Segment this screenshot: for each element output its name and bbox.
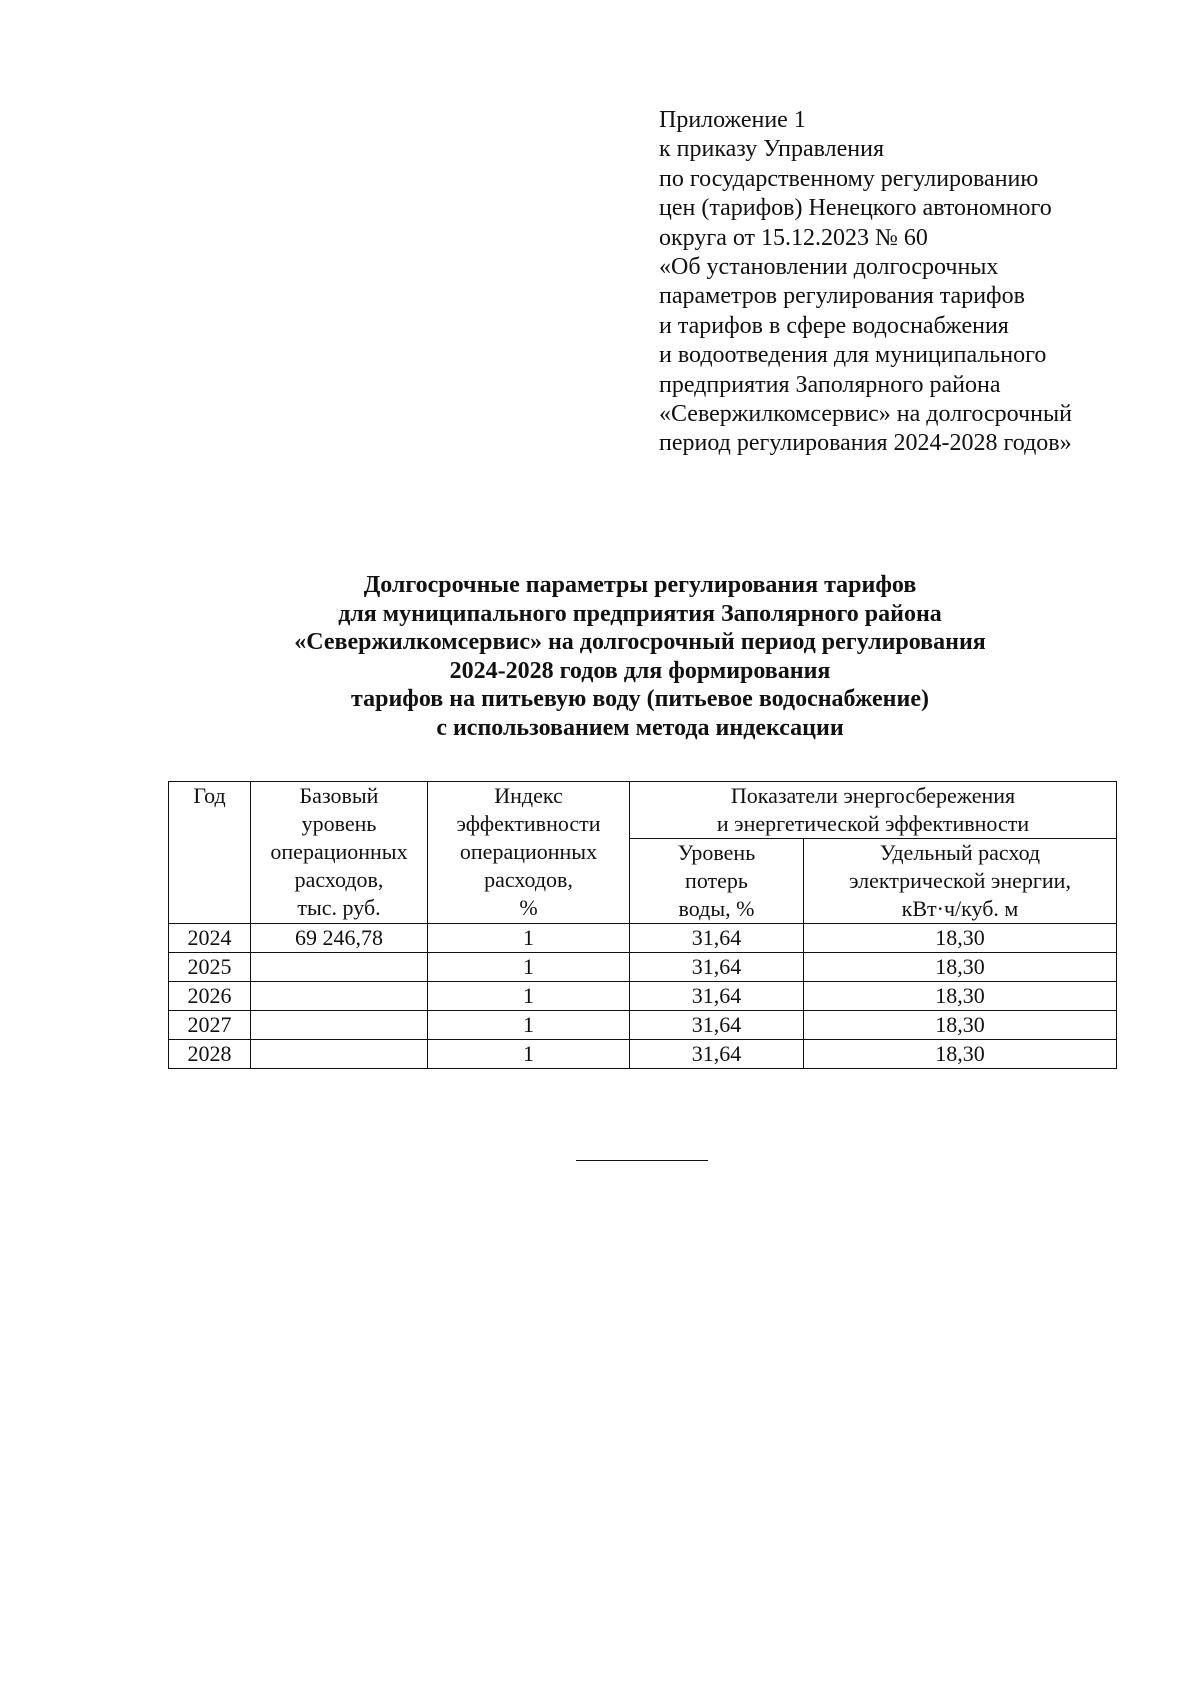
title-line: тарифов на питьевую воду (питьевое водоснабжение) [351, 686, 929, 713]
cell-water-loss: 31,64 [630, 953, 804, 982]
table-row [169, 924, 1117, 953]
cell-base-level [251, 1011, 428, 1040]
cell-specific-consumption: 18,30 [804, 924, 1117, 953]
cell-year: 2026 [169, 982, 251, 1011]
cell-specific-consumption: 18,30 [804, 953, 1117, 982]
header-efficiency-index: Индекс эффективности операционных расходов, % [428, 782, 630, 924]
cell-specific-consumption: 18,30 [804, 1040, 1117, 1069]
appendix-line: и водоотведения для муниципального [659, 342, 1047, 369]
header-water-loss: Уровень потерь воды, % [630, 839, 804, 924]
cell-water-loss: 31,64 [630, 1011, 804, 1040]
cell-water-loss: 31,64 [630, 982, 804, 1011]
cell-efficiency-index: 1 [428, 953, 630, 982]
appendix-line: период регулирования 2024-2028 годов» [659, 430, 1072, 457]
appendix-line: к приказу Управления [659, 136, 885, 163]
header-specific-consumption: Удельный расход электрической энергии, кВт·ч/куб. м [804, 839, 1117, 924]
table-header-row [169, 782, 1117, 839]
appendix-line: по государственному регулированию [659, 165, 1039, 192]
cell-year: 2028 [169, 1040, 251, 1069]
table-row [169, 982, 1117, 1011]
table-row [169, 1040, 1117, 1069]
cell-water-loss: 31,64 [630, 924, 804, 953]
appendix-line: Приложение 1 [659, 107, 806, 133]
cell-water-loss: 31,64 [630, 1040, 804, 1069]
appendix-note [659, 106, 1179, 459]
header-base-level: Базовый уровень операционных расходов, тыс. руб. [251, 782, 428, 924]
cell-base-level [251, 953, 428, 982]
appendix-line: параметров регулирования тарифов [659, 283, 1025, 310]
cell-year: 2027 [169, 1011, 251, 1040]
appendix-line: «Севержилкомсервис» на долгосрочный [659, 401, 1072, 428]
cell-efficiency-index: 1 [428, 1040, 630, 1069]
cell-year: 2024 [169, 924, 251, 953]
header-energy-group: Показатели энергосбережения и энергетической эффективности [630, 782, 1117, 839]
cell-base-level [251, 1040, 428, 1069]
appendix-line: цен (тарифов) Ненецкого автономного [659, 195, 1052, 222]
appendix-line: предприятия Заполярного района [659, 371, 1001, 398]
table-row [169, 953, 1117, 982]
cell-base-level: 69 246,78 [251, 924, 428, 953]
parameters-table [168, 781, 1117, 1069]
cell-efficiency-index: 1 [428, 982, 630, 1011]
title-line: «Севержилкомсервис» на долгосрочный период регулирования [294, 629, 986, 656]
appendix-line: и тарифов в сфере водоснабжения [659, 312, 1009, 339]
closing-rule-line [576, 1160, 708, 1161]
appendix-line: округа от 15.12.2023 № 60 [659, 224, 928, 251]
table-row [169, 1011, 1117, 1040]
cell-specific-consumption: 18,30 [804, 982, 1117, 1011]
document-title [100, 571, 1180, 743]
cell-specific-consumption: 18,30 [804, 1011, 1117, 1040]
cell-efficiency-index: 1 [428, 924, 630, 953]
appendix-line: «Об установлении долгосрочных [659, 254, 999, 281]
title-line: Долгосрочные параметры регулирования тарифов [363, 572, 917, 598]
cell-base-level [251, 982, 428, 1011]
title-line: с использованием метода индексации [436, 714, 844, 741]
title-line: для муниципального предприятия Заполярного района [338, 600, 942, 627]
cell-year: 2025 [169, 953, 251, 982]
cell-efficiency-index: 1 [428, 1011, 630, 1040]
header-year: Год [169, 782, 251, 924]
title-line: 2024-2028 годов для формирования [449, 657, 831, 684]
